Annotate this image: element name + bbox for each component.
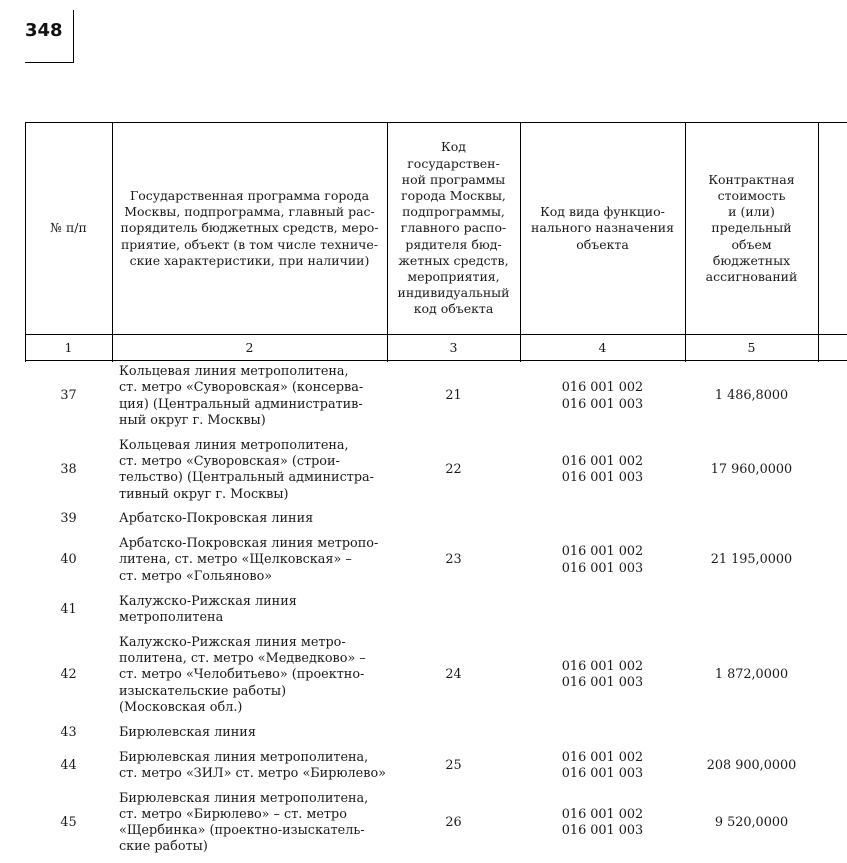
function-codes xyxy=(520,750,685,783)
program-code: 25 xyxy=(445,757,462,773)
object-name xyxy=(119,635,389,716)
object-name-line: тивный округ г. Москвы) xyxy=(119,486,289,502)
function-code: 016 001 002 xyxy=(561,380,644,396)
function-code: 016 001 002 xyxy=(561,544,644,560)
header-line: стоимость xyxy=(717,187,786,203)
column-number-6 xyxy=(818,335,847,361)
program-code: 22 xyxy=(445,462,462,478)
header-line: подпрограммы, xyxy=(402,204,505,220)
function-code: 016 001 002 xyxy=(561,659,644,675)
header-line: индивидуальный xyxy=(397,285,510,301)
function-code: 016 001 003 xyxy=(561,560,644,576)
object-name-line: Бирюлевская линия xyxy=(119,724,256,740)
header-line: Государственная программа города xyxy=(129,187,370,203)
row-number: 44 xyxy=(60,757,77,773)
object-name-line: Калужско-Рижская линия xyxy=(119,593,297,609)
header-text xyxy=(387,139,520,317)
table-row xyxy=(25,725,847,741)
function-code: 016 001 003 xyxy=(561,470,644,486)
contract-cost: 17 960,0000 xyxy=(710,462,793,478)
object-name-line: ный округ г. Москвы) xyxy=(119,412,266,428)
function-codes xyxy=(520,659,685,692)
header-line: предельный xyxy=(711,220,792,236)
header-line: Москвы, подпрограмма, главный рас- xyxy=(124,204,375,220)
contract-cost: 9 520,0000 xyxy=(714,815,789,831)
table-row xyxy=(25,594,847,627)
row-number: 39 xyxy=(60,511,77,527)
object-name-line: Арбатско-Покровская линия xyxy=(119,511,314,527)
table-row xyxy=(25,536,847,585)
column-number-5: 5 xyxy=(685,335,818,361)
object-name-line: ст. метро «Суворовская» (строи- xyxy=(119,453,340,469)
object-name-line: ст. метро «ЗИЛ» ст. метро «Бирюлево» xyxy=(119,765,386,781)
object-name-line: Кольцевая линия метрополитена, xyxy=(119,437,349,453)
object-name-line: Бирюлевская линия метрополитена, xyxy=(119,790,369,806)
contract-cost: 21 195,0000 xyxy=(710,552,793,568)
header-line: Код государствен- xyxy=(407,139,500,171)
header-line: порядитель бюджетных средств, меро- xyxy=(120,220,379,236)
header-line: нального назначения xyxy=(530,220,675,236)
object-name xyxy=(119,364,389,429)
row-number: 43 xyxy=(60,724,77,740)
header-line: код объекта xyxy=(413,301,494,317)
contract-cost: 208 900,0000 xyxy=(706,757,797,773)
function-code: 016 001 002 xyxy=(561,806,644,822)
header-line: бюджетных xyxy=(712,252,791,268)
page-number: 348 xyxy=(25,20,63,41)
object-name xyxy=(119,750,389,783)
table-row xyxy=(25,438,847,503)
header-line: и (или) xyxy=(728,204,775,220)
table-row xyxy=(25,791,847,856)
program-code: 23 xyxy=(445,552,462,568)
object-name-line: «Щербинка» (проектно-изыскатель- xyxy=(119,823,365,839)
program-code: 26 xyxy=(445,815,462,831)
header-line: мероприятия, xyxy=(407,269,500,284)
column-number-4: 4 xyxy=(520,335,685,361)
page-number-box xyxy=(25,10,74,63)
row-number: 45 xyxy=(60,815,77,831)
object-name-line: ст. метро «Гольяново» xyxy=(119,568,273,584)
contract-cost: 1 872,0000 xyxy=(714,667,789,683)
object-name-line: ст. метро «Бирюлево» – ст. метро xyxy=(119,806,347,822)
function-code: 016 001 002 xyxy=(561,453,644,469)
table-row xyxy=(25,364,847,429)
object-name-line: ские работы) xyxy=(119,839,208,855)
header-text xyxy=(115,188,385,269)
table-border-left xyxy=(25,122,26,362)
header-text xyxy=(44,220,93,236)
header-line: Код вида функцио- xyxy=(540,204,665,220)
function-code: 016 001 002 xyxy=(561,749,644,765)
header-col-1 xyxy=(25,122,112,335)
object-name-line: Арбатско-Покровская линия метропо- xyxy=(119,536,379,552)
object-name xyxy=(119,511,389,527)
column-divider xyxy=(520,122,521,362)
function-codes xyxy=(520,807,685,840)
table-row xyxy=(25,750,847,783)
program-code: 21 xyxy=(445,388,462,404)
function-code: 016 001 003 xyxy=(561,823,644,839)
header-col-6 xyxy=(818,122,847,335)
row-number: 38 xyxy=(60,462,77,478)
row-number: 40 xyxy=(60,552,77,568)
object-name xyxy=(119,725,389,741)
header-line: Контрактная xyxy=(708,171,795,187)
row-number: 42 xyxy=(60,667,77,683)
function-codes xyxy=(520,544,685,577)
column-number-2: 2 xyxy=(112,335,387,361)
object-name-line: тельство) (Центральный администра- xyxy=(119,470,374,486)
object-name xyxy=(119,536,389,585)
column-divider xyxy=(112,122,113,362)
header-line: города Москвы, xyxy=(401,187,506,203)
function-code: 016 001 003 xyxy=(561,765,644,781)
object-name xyxy=(119,594,389,627)
object-name-line: Калужско-Рижская линия метро- xyxy=(119,634,346,650)
table-row xyxy=(25,511,847,527)
column-divider xyxy=(818,122,819,362)
object-name-line: ст. метро «Суворовская» (консерва- xyxy=(119,380,364,396)
object-name-line: литена, ст. метро «Щелковская» – xyxy=(119,552,352,568)
function-codes xyxy=(520,454,685,487)
header-line: приятие, объект (в том числе техниче- xyxy=(120,236,379,252)
header-line: главного распо- xyxy=(400,220,507,236)
header-line: ной программы xyxy=(401,171,506,187)
header-col-4 xyxy=(520,122,685,335)
header-line: объем xyxy=(731,236,772,252)
column-divider xyxy=(387,122,388,362)
object-name xyxy=(119,438,389,503)
header-line: рядителя бюд- xyxy=(405,236,502,252)
header-line: объекта xyxy=(576,236,629,252)
object-name-line: политена, ст. метро «Медведково» – xyxy=(119,650,366,666)
column-number-1: 1 xyxy=(25,335,112,361)
header-col-2 xyxy=(112,122,387,335)
object-name-line: ст. метро «Челобитьево» (проектно- xyxy=(119,667,365,683)
object-name-line: ция) (Центральный административ- xyxy=(119,396,363,412)
row-number: 37 xyxy=(60,388,77,404)
function-code: 016 001 003 xyxy=(561,675,644,691)
table-row xyxy=(25,635,847,717)
header-line: ассигнований xyxy=(705,269,798,284)
object-name-line: метрополитена xyxy=(119,609,224,625)
program-code: 24 xyxy=(445,667,462,683)
header-line: № п/п xyxy=(50,220,87,236)
contract-cost: 1 486,8000 xyxy=(714,388,789,404)
header-line: жетных средств, xyxy=(398,252,509,268)
object-name-line: Кольцевая линия метрополитена, xyxy=(119,364,349,379)
function-code: 016 001 003 xyxy=(561,396,644,412)
object-name-line: изыскательские работы) xyxy=(119,683,287,699)
header-text xyxy=(700,172,804,285)
row-number: 41 xyxy=(60,601,77,617)
column-number-3: 3 xyxy=(387,335,520,361)
header-col-5 xyxy=(685,122,818,335)
object-name xyxy=(119,791,389,856)
function-codes xyxy=(520,380,685,413)
object-name-line: (Московская обл.) xyxy=(119,699,243,715)
header-text xyxy=(525,204,680,253)
header-col-3 xyxy=(387,122,520,335)
column-divider xyxy=(685,122,686,362)
object-name-line: Бирюлевская линия метрополитена, xyxy=(119,749,369,765)
header-line: ские характеристики, при наличии) xyxy=(129,252,370,268)
